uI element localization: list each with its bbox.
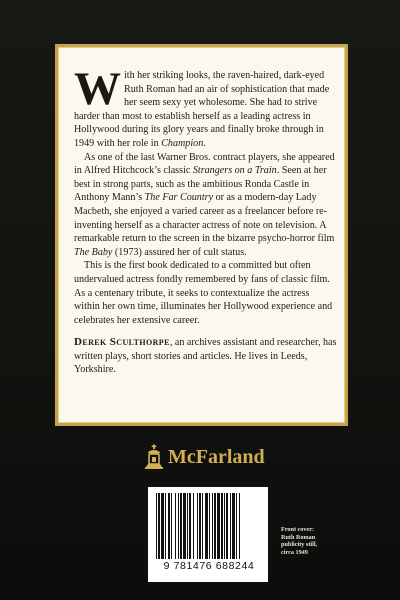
blurb-text	[74, 63, 337, 377]
barcode-bar	[232, 493, 235, 559]
barcode-bar	[199, 493, 201, 559]
film-title-far-country: The Far Country	[144, 192, 214, 204]
barcode-bar	[214, 493, 216, 559]
barcode-bar	[221, 493, 223, 559]
barcode-bar	[168, 493, 170, 559]
barcode-bar	[189, 493, 191, 559]
barcode-bar	[171, 493, 172, 559]
film-title-champion: Champion	[161, 137, 204, 149]
barcode-bar	[183, 493, 186, 559]
credit-line-1: Front cover:	[281, 526, 315, 533]
barcode-bar	[156, 493, 157, 559]
barcode-bar	[175, 493, 176, 559]
barcode-bar	[226, 493, 228, 559]
publisher-logo	[142, 443, 272, 471]
barcode-bar	[187, 493, 188, 559]
barcode-bar	[205, 493, 208, 559]
publisher-name: McFarland	[168, 446, 265, 468]
lamp-icon	[142, 443, 166, 471]
author-bio: Derek Sculthorpe, an archives assistant and researcher, has written plays, short stories and articles. He lives in Leeds, Yorkshire.	[74, 336, 337, 376]
blurb-panel	[55, 44, 348, 426]
isbn-digits: 9 781476 688244	[163, 560, 255, 572]
barcode-bar	[209, 493, 210, 559]
barcode-bar	[217, 493, 220, 559]
barcode-bar	[197, 493, 198, 559]
film-title-strangers: Strangers on a Train	[192, 165, 277, 177]
barcode-bar	[180, 493, 182, 559]
barcode-bar	[236, 493, 237, 559]
barcode-bar	[178, 493, 179, 559]
barcode-bar	[158, 493, 160, 559]
blurb-paragraph-3: This is the first book dedicated to a committed but often undervalued actress fondly remembered by fans of classic film. As a centenary tribute, it seeks to contextualize the actress within her own time, illuminates her Hollywood experience and celebrates her extensive career.	[74, 260, 333, 326]
author-name: Derek Sculthorpe	[74, 336, 170, 349]
drop-cap: W	[74, 63, 121, 115]
barcode-bar	[161, 493, 164, 559]
barcode-bar	[230, 493, 231, 559]
barcode-bar	[239, 493, 240, 559]
blurb-paragraph-1: With her striking looks, the raven-haired, dark-eyed Ruth Roman had an air of sophistication that made her seem sexy yet wholesome. She had to strive harder than most to establish herself as a leading actress in Hollywood during its glory years and finally broke through in 1949 with her role in Champion.	[74, 63, 330, 149]
credit-line-4: circa 1949	[281, 548, 308, 556]
barcode-bar	[212, 493, 213, 559]
barcode-bar	[202, 493, 203, 559]
barcode-bar	[165, 493, 166, 559]
blurb-paragraph-2: As one of the last Warner Bros. contract players, she appeared in Alfred Hitchcock’s classic Strangers on a Train. Seen at her best in strong parts, such as the ambitious Ronda Castle in Anthony Mann’s The Far Country or as a modern-day Lady Macbeth, she enjoyed a varied career as a freelancer before re-inventing herself as a character actress of note on television. A remarkable return to the screen in the bizarre psycho-horror film The Baby (1973) assured her of cult status.	[74, 151, 335, 258]
barcode-bars	[156, 493, 260, 559]
barcode-bar	[193, 493, 194, 559]
film-title-baby: The Baby	[74, 246, 113, 258]
cover-credit	[281, 526, 351, 556]
credit-line-2: Ruth Roman	[281, 533, 316, 541]
barcode-bar	[224, 493, 225, 559]
barcode	[148, 487, 268, 582]
credit-line-3: publicity still,	[281, 541, 318, 549]
